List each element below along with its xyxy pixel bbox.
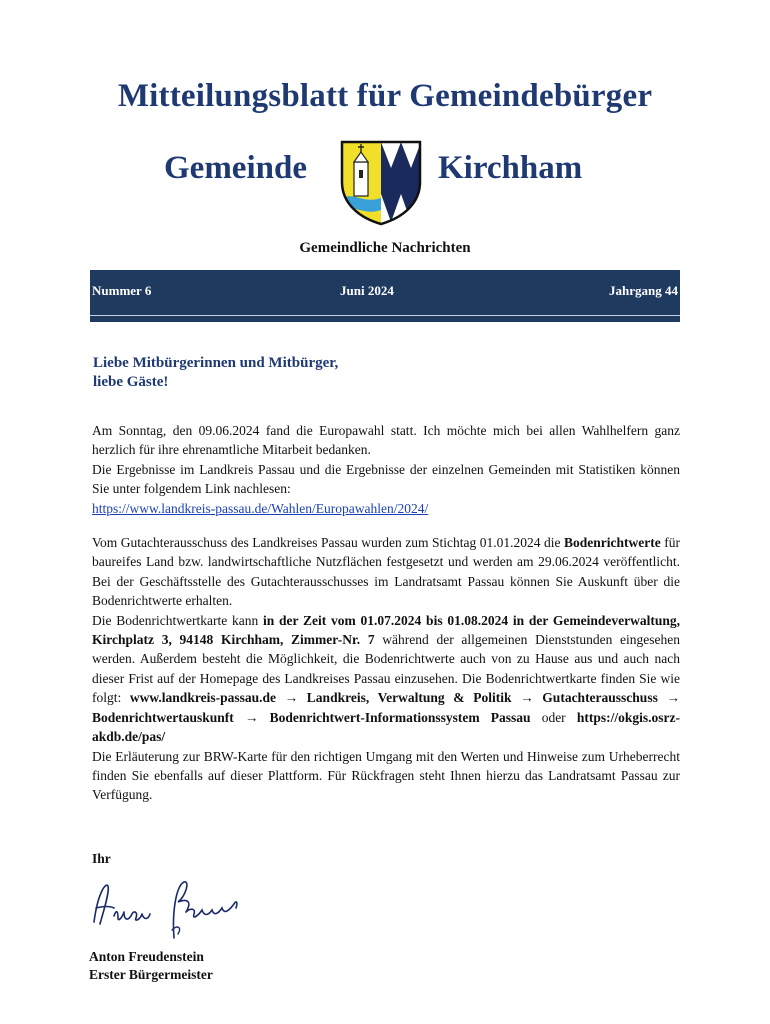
signer-role: Erster Bürgermeister [89,967,213,982]
paragraph-text: oder [530,709,577,725]
paragraph-bodenrichtwertkarte [92,611,680,747]
paragraph-results [92,460,680,518]
issue-number: Nummer 6 [92,283,152,298]
bold-url: https://okgis.osrz-akdb.de/pas/ [92,709,680,745]
gemeinde-word: Gemeinde [164,150,307,186]
greeting [93,354,338,392]
paragraph-text: Die Bodenrichtwertkarte kann [92,612,263,628]
bold-text: Bodenrichtwerte [564,535,661,551]
paragraph-bodenrichtwerte [92,533,680,611]
subheading: Gemeindliche Nachrichten [299,240,471,256]
issue-bar [90,270,680,322]
europawahl-link[interactable]: https://www.landkreis-passau.de/Wahlen/Europawahlen/2024/ [92,500,429,516]
greeting-line-2: liebe Gäste! [93,374,169,390]
paragraph-text: Die Erläuterung zur BRW-Karte für den richtigen Umgang mit den Werten und Hinweise zum Urheberrecht finden Sie ebenfalls auf dieser Plattform. Für Rückfragen steht Ihnen hierzu das Landratsamt Passau zur Verfügung. [92,748,680,803]
closing-word: Ihr [92,851,111,866]
paragraph-text: Die Ergebnisse im Landkreis Passau und die Ergebnisse der einzelnen Gemeinden mit Statistiken können Sie unter folgendem Link nachlesen: [92,461,680,497]
paragraph-erlaeuterung [92,747,680,805]
body-text [92,421,680,805]
paragraph-text: während der allgemeinen Dienststunden eingesehen werden. Außerdem besteht die Möglichkeit, die Bodenrichtwerte auch von zu Hause aus und auch nach dieser Frist auf der Homepage des Landkreises Passau einzusehen. Die Bodenrichtwertkarte finden Sie wie folgt: [92,632,680,706]
kirchham-word: Kirchham [438,150,583,186]
issue-date: Juni 2024 [340,283,394,298]
paragraph-europawahl [92,421,680,460]
bar-divider [90,315,680,316]
bold-navigation-path: www.landkreis-passau.de → Landkreis, Verwaltung & Politik → Gutachterausschuss → Bodenrichtwertauskunft → Bodenrichtwert-Informationssystem Passau [92,690,680,725]
handwritten-signature-icon [88,872,248,944]
paragraph-text: Am Sonntag, den 09.06.2024 fand die Europawahl statt. Ich möchte mich bei allen Wahlhelfern ganz herzlich für ihre ehrenamtliche Mitarbeit bedanken. [92,423,680,458]
page-title: Mitteilungsblatt für Gemeindebürger [117,78,653,114]
greeting-line-1: Liebe Mitbürgerinnen und Mitbürger, [93,355,339,371]
signer-block [89,948,213,984]
bold-text: in der Zeit vom 01.07.2024 bis 01.08.2024 in der Gemeindeverwaltung, Kirchplatz 3, 94148 Kirchham, Zimmer-Nr. 7 [92,612,680,648]
signer-name: Anton Freudenstein [89,949,204,964]
coat-of-arms-icon [336,138,426,226]
paragraph-text: Vom Gutachterausschuss des Landkreises Passau wurden zum Stichtag 01.01.2024 die [92,535,565,551]
paragraph-text: für baureifes Land bzw. landwirtschaftliche Nutzflächen festgesetzt und werden am 29.06.2024 veröffentlicht. Bei der Geschäftsstelle des Gutachterausschusses im Landratsamt Passau können Sie Auskunft über die Bodenrichtwerte erhalten. [92,535,680,609]
issue-volume: Jahrgang 44 [609,283,678,298]
